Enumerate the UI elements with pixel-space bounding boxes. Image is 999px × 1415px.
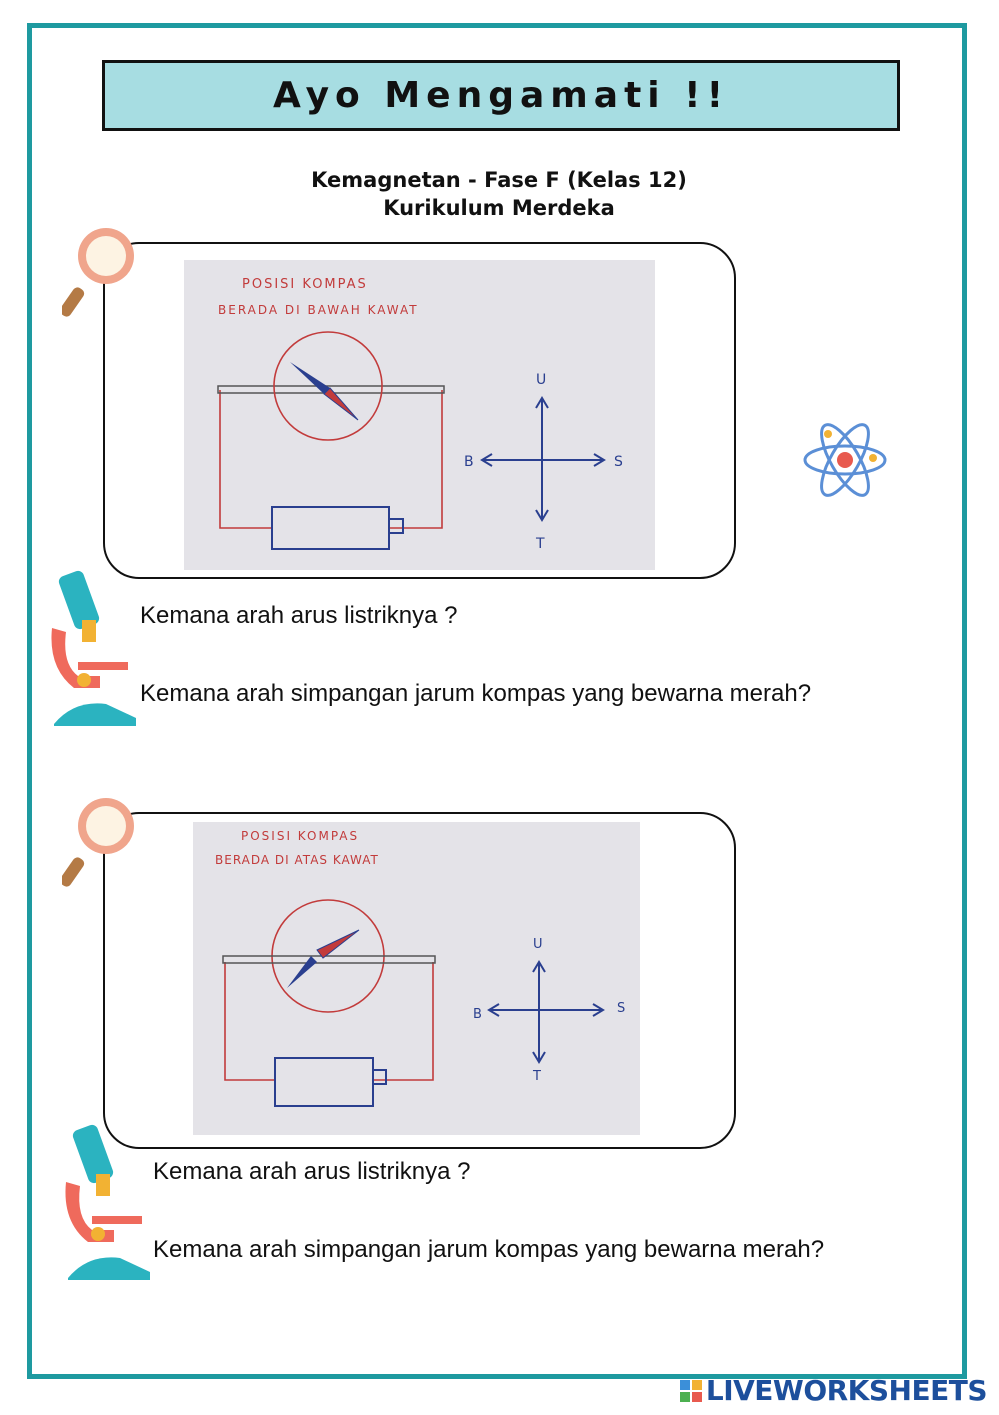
west-label-2: B — [473, 1007, 482, 1022]
question-2b: Kemana arah simpangan jarum kompas yang bewarna merah? — [153, 1236, 825, 1263]
east-label-1: S — [614, 454, 623, 470]
question-1b: Kemana arah simpangan jarum kompas yang bewarna merah? — [140, 680, 812, 707]
magnifier-icon — [62, 224, 140, 325]
north-label-1: U — [536, 372, 547, 388]
photo-caption-1a: POSISI KOMPAS — [242, 277, 368, 292]
logo-blocks-icon — [680, 1380, 702, 1402]
magnifier-icon — [62, 794, 140, 895]
photo-caption-1b: BERADA DI BAWAH KAWAT — [218, 303, 419, 317]
circuit-photo-2 — [193, 822, 640, 1135]
photo-caption-2a: POSISI KOMPAS — [241, 829, 360, 843]
subtitle — [200, 166, 798, 222]
question-2a: Kemana arah arus listriknya ? — [153, 1158, 471, 1185]
subtitle-line-1: Kemagnetan - Fase F (Kelas 12) — [311, 168, 687, 192]
question-1a: Kemana arah arus listriknya ? — [140, 602, 458, 629]
subtitle-line-2: Kurikulum Merdeka — [383, 196, 615, 220]
photo-caption-2b: BERADA DI ATAS KAWAT — [215, 853, 379, 867]
atom-icon — [800, 420, 890, 505]
east-label-2: S — [617, 1001, 626, 1016]
west-label-1: B — [464, 454, 474, 470]
microscope-icon — [58, 1122, 154, 1287]
circuit-photo-1 — [184, 260, 655, 570]
north-label-2: U — [533, 937, 543, 952]
brand-name: LIVEWORKSHEETS — [705, 1374, 987, 1407]
liveworksheets-logo — [680, 1374, 987, 1407]
south-label-1: T — [536, 536, 545, 552]
page-title: Ayo Mengamati !! — [102, 60, 900, 131]
south-label-2: T — [533, 1069, 541, 1084]
microscope-icon — [44, 568, 140, 733]
